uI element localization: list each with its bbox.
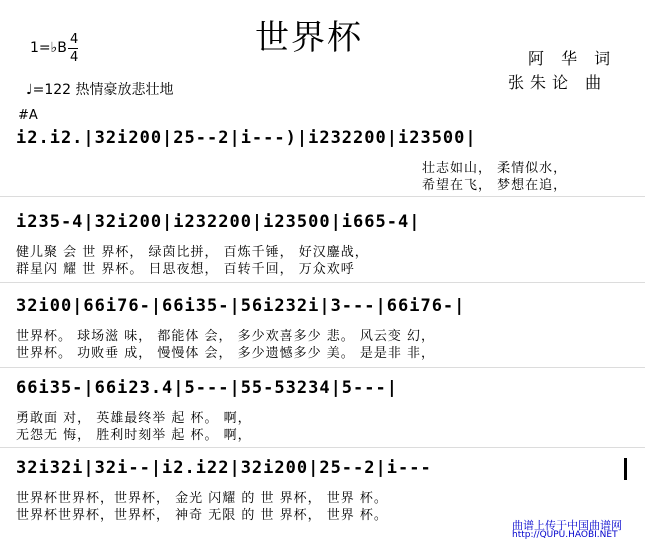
lyric-line-2a: 健儿聚 会 世 界杯， 绿茵比拼， 百炼千锤， 好汉鏖战， bbox=[16, 245, 369, 260]
lyric-line-1b: 希望在飞， 梦想在追， bbox=[422, 178, 568, 193]
time-signature-top: 4 bbox=[70, 32, 79, 47]
music-line-3: 32i00|66i76-|66i35-|56i232i|3---|66i76-| bbox=[16, 296, 466, 316]
song-title: 世界杯 bbox=[255, 18, 363, 58]
watermark-text: 曲谱上传于中国曲谱网 bbox=[512, 519, 622, 532]
lyric-line-3b: 世界杯。 功败垂 成， 慢慢体 会， 多少遗憾多少 美。 是是非 非， bbox=[16, 346, 436, 361]
composer-credit: 张朱论 曲 bbox=[508, 73, 608, 92]
music-line-4: 66i35-|66i23.4|5---|55-53234|5---| bbox=[16, 378, 398, 398]
final-barline bbox=[624, 458, 627, 480]
lyric-line-5b: 世界杯世界杯，世界杯， 神奇 无限 的 世 界杯， 世界 杯。 bbox=[16, 508, 388, 523]
lyric-line-4b: 无怨无 悔， 胜利时刻举 起 杯。 啊， bbox=[16, 428, 252, 443]
lyricist-credit: 阿 华 词 bbox=[528, 49, 617, 68]
music-line-1: i2.i2.|32i200|25--2|i---)|i232200|i23500| bbox=[16, 128, 477, 148]
lyric-line-5a: 世界杯世界杯，世界杯， 金光 闪耀 的 世 界杯， 世界 杯。 bbox=[16, 491, 388, 506]
music-line-2: i235-4|32i200|i232200|i23500|i665-4| bbox=[16, 212, 421, 232]
separator bbox=[0, 196, 645, 197]
key-signature: 1=♭B bbox=[30, 40, 67, 56]
time-signature-bottom: 4 bbox=[70, 50, 79, 65]
section-mark: #A bbox=[18, 108, 38, 123]
lyric-line-4a: 勇敢面 对， 英雄最终举 起 杯。 啊， bbox=[16, 411, 252, 426]
lyric-line-2b: 群星闪 耀 世 界杯。 日思夜想， 百转千回， 万众欢呼 bbox=[16, 262, 355, 277]
lyric-line-3a: 世界杯。 球场滋 味， 都能体 会， 多少欢喜多少 悲。 风云变 幻， bbox=[16, 329, 436, 344]
separator bbox=[0, 282, 645, 283]
separator bbox=[0, 367, 645, 368]
separator bbox=[0, 447, 645, 448]
time-signature-divider bbox=[68, 48, 78, 49]
watermark-url: http://QUPU.HAOBI.NET bbox=[512, 530, 618, 540]
tempo-marking: ♩=122 热情豪放悲壮地 bbox=[26, 82, 174, 98]
lyric-line-1a: 壮志如山， 柔情似水， bbox=[422, 161, 568, 176]
music-line-5: 32i32i|32i--|i2.i22|32i200|25--2|i--- bbox=[16, 458, 432, 478]
